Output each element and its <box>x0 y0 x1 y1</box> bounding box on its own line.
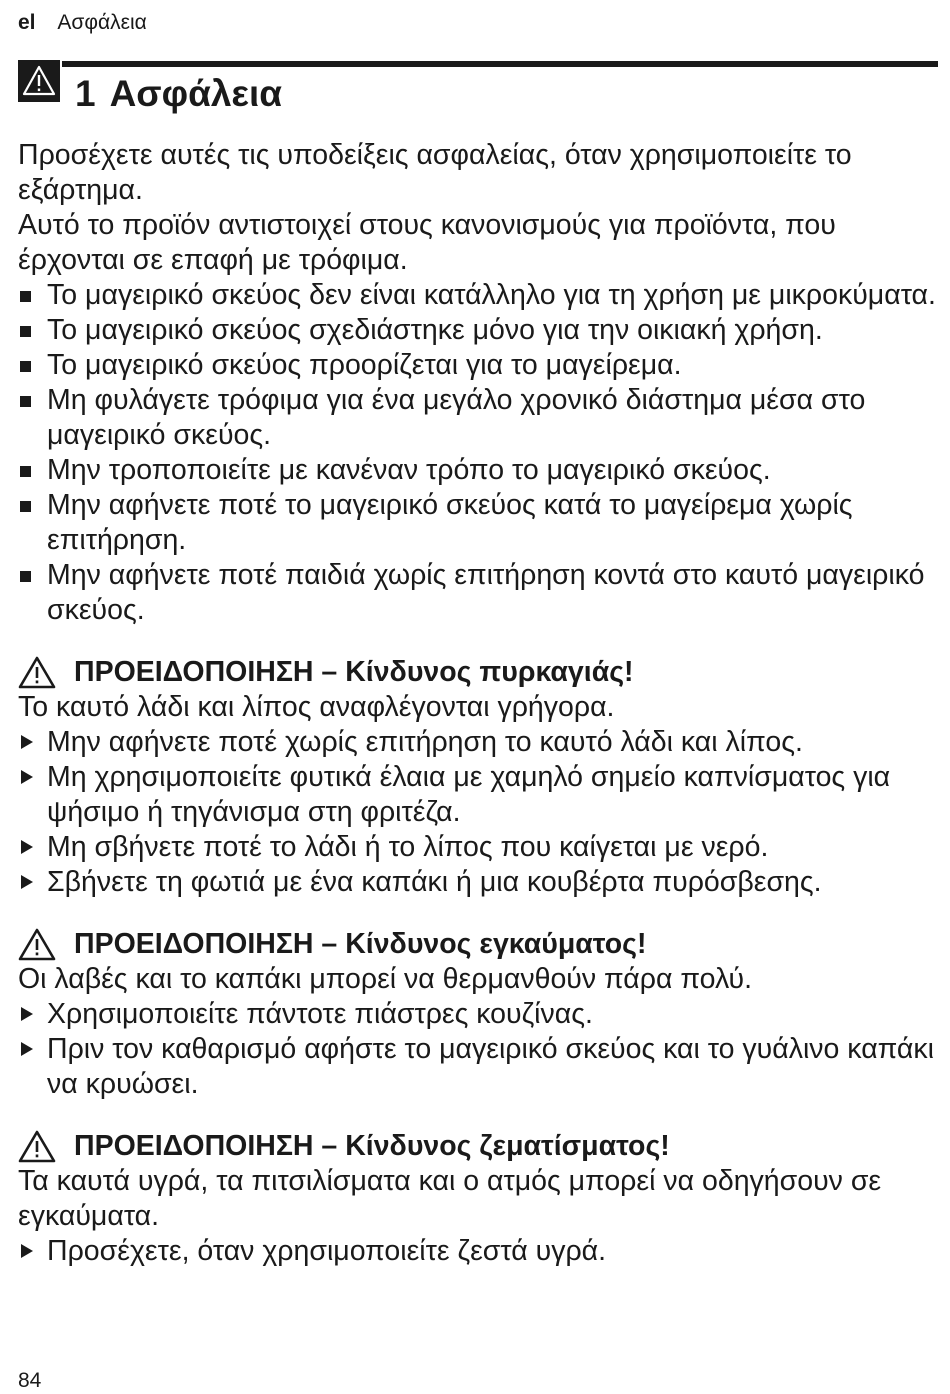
warning-text: Τα καυτά υγρά, τα πιτσιλίσματα και ο ατμός μπορεί να οδηγήσουν σε εγκαύματα. <box>18 1165 882 1232</box>
warning-text: Το καυτό λάδι και λίπος αναφλέγονται γρήγορα. <box>18 691 615 723</box>
warning-triangle-icon <box>18 1130 56 1163</box>
warning-heading-text: ΠΡΟΕΙΔΟΠΟΙΗΣΗ – Κίνδυνος πυρκαγιάς! <box>74 656 634 688</box>
page-header <box>18 9 147 37</box>
list-item <box>18 760 943 830</box>
page-number: 84 <box>18 1369 42 1392</box>
warning-heading-text: ΠΡΟΕΙΔΟΠΟΙΗΣΗ – Κίνδυνος ζεματίσματος! <box>74 1130 670 1162</box>
burn-warning <box>18 927 943 1102</box>
arrow-bullet-icon <box>21 875 33 889</box>
list-item <box>18 383 943 453</box>
square-bullet-icon <box>20 396 31 407</box>
warning-triangle-icon <box>18 928 56 961</box>
title-rule <box>62 61 938 67</box>
list-item <box>18 313 943 348</box>
warning-heading <box>18 1129 943 1164</box>
list-item <box>18 725 943 760</box>
list-item-text: Χρησιμοποιείτε πάντοτε πιάστρες κουζίνας. <box>47 998 593 1030</box>
warning-heading <box>18 655 943 690</box>
list-item-text: Μην αφήνετε ποτέ χωρίς επιτήρηση το καυτό λάδι και λίπος. <box>47 726 803 758</box>
warning-heading-text: ΠΡΟΕΙΔΟΠΟΙΗΣΗ – Κίνδυνος εγκαύματος! <box>74 928 647 960</box>
list-item <box>18 997 943 1032</box>
section-title <box>75 72 282 116</box>
list-item-text: Το μαγειρικό σκεύος δεν είναι κατάλληλο για τη χρήση με μικροκύματα. <box>47 279 936 311</box>
square-bullet-icon <box>20 326 31 337</box>
square-bullet-icon <box>20 361 31 372</box>
list-item-text: Σβήνετε τη φωτιά με ένα καπάκι ή μια κουβέρτα πυρόσβεσης. <box>47 866 822 898</box>
list-item <box>18 453 943 488</box>
list-item-text: Μην τροποποιείτε με κανέναν τρόπο το μαγειρικό σκεύος. <box>47 454 771 486</box>
list-item <box>18 558 943 628</box>
list-item <box>18 1234 943 1269</box>
arrow-bullet-icon <box>21 770 33 784</box>
square-bullet-icon <box>20 571 31 582</box>
language-code: el <box>18 11 36 34</box>
intro-paragraph: Αυτό το προϊόν αντιστοιχεί στους κανονισμούς για προϊόντα, που έρχονται σε επαφή με τρόφιμα. <box>18 209 836 276</box>
warning-action-list <box>18 997 943 1102</box>
section-title-text: Ασφάλεια <box>109 73 282 114</box>
list-item <box>18 1032 943 1102</box>
list-item-text: Μη σβήνετε ποτέ το λάδι ή το λίπος που καίγεται με νερό. <box>47 831 769 863</box>
arrow-bullet-icon <box>21 1042 33 1056</box>
intro-paragraph: Προσέχετε αυτές τις υποδείξεις ασφαλείας, όταν χρησιμοποιείτε το εξάρτημα. <box>18 139 852 206</box>
square-bullet-icon <box>20 466 31 477</box>
arrow-bullet-icon <box>21 1244 33 1258</box>
warning-action-list <box>18 725 943 900</box>
list-item <box>18 865 943 900</box>
safety-content <box>18 138 943 1269</box>
list-item <box>18 830 943 865</box>
square-bullet-icon <box>20 291 31 302</box>
warning-text: Οι λαβές και το καπάκι μπορεί να θερμανθούν πάρα πολύ. <box>18 963 753 995</box>
list-item-text: Προσέχετε, όταν χρησιμοποιείτε ζεστά υγρά. <box>47 1235 607 1267</box>
warning-heading <box>18 927 943 962</box>
arrow-bullet-icon <box>21 1007 33 1021</box>
list-item-text: Πριν τον καθαρισμό αφήστε το μαγειρικό σκεύος και το γυάλινο καπάκι να κρυώσει. <box>47 1033 934 1100</box>
list-item-text: Μην αφήνετε ποτέ το μαγειρικό σκεύος κατά το μαγείρεμα χωρίς επιτήρηση. <box>47 489 853 556</box>
safety-bullet-list <box>18 278 943 628</box>
scald-warning <box>18 1129 943 1269</box>
list-item <box>18 488 943 558</box>
list-item-text: Μη χρησιμοποιείτε φυτικά έλαια με χαμηλό σημείο καπνίσματος για ψήσιμο ή τηγάνισμα στη φριτέζα. <box>47 761 891 828</box>
arrow-bullet-icon <box>21 840 33 854</box>
running-header-title: Ασφάλεια <box>57 11 147 34</box>
list-item-text: Μη φυλάγετε τρόφιμα για ένα μεγάλο χρονικό διάστημα μέσα στο μαγειρικό σκεύος. <box>47 384 866 451</box>
list-item <box>18 278 943 313</box>
warning-triangle-icon <box>18 60 60 102</box>
list-item-text: Το μαγειρικό σκεύος σχεδιάστηκε μόνο για την οικιακή χρήση. <box>47 314 823 346</box>
list-item <box>18 348 943 383</box>
fire-warning <box>18 655 943 900</box>
section-number: 1 <box>75 73 96 114</box>
list-item-text: Το μαγειρικό σκεύος προορίζεται για το μαγείρεμα. <box>47 349 682 381</box>
square-bullet-icon <box>20 501 31 512</box>
warning-action-list <box>18 1234 943 1269</box>
list-item-text: Μην αφήνετε ποτέ παιδιά χωρίς επιτήρηση κοντά στο καυτό μαγειρικό σκεύος. <box>47 559 925 626</box>
warning-triangle-icon <box>18 656 56 689</box>
arrow-bullet-icon <box>21 735 33 749</box>
